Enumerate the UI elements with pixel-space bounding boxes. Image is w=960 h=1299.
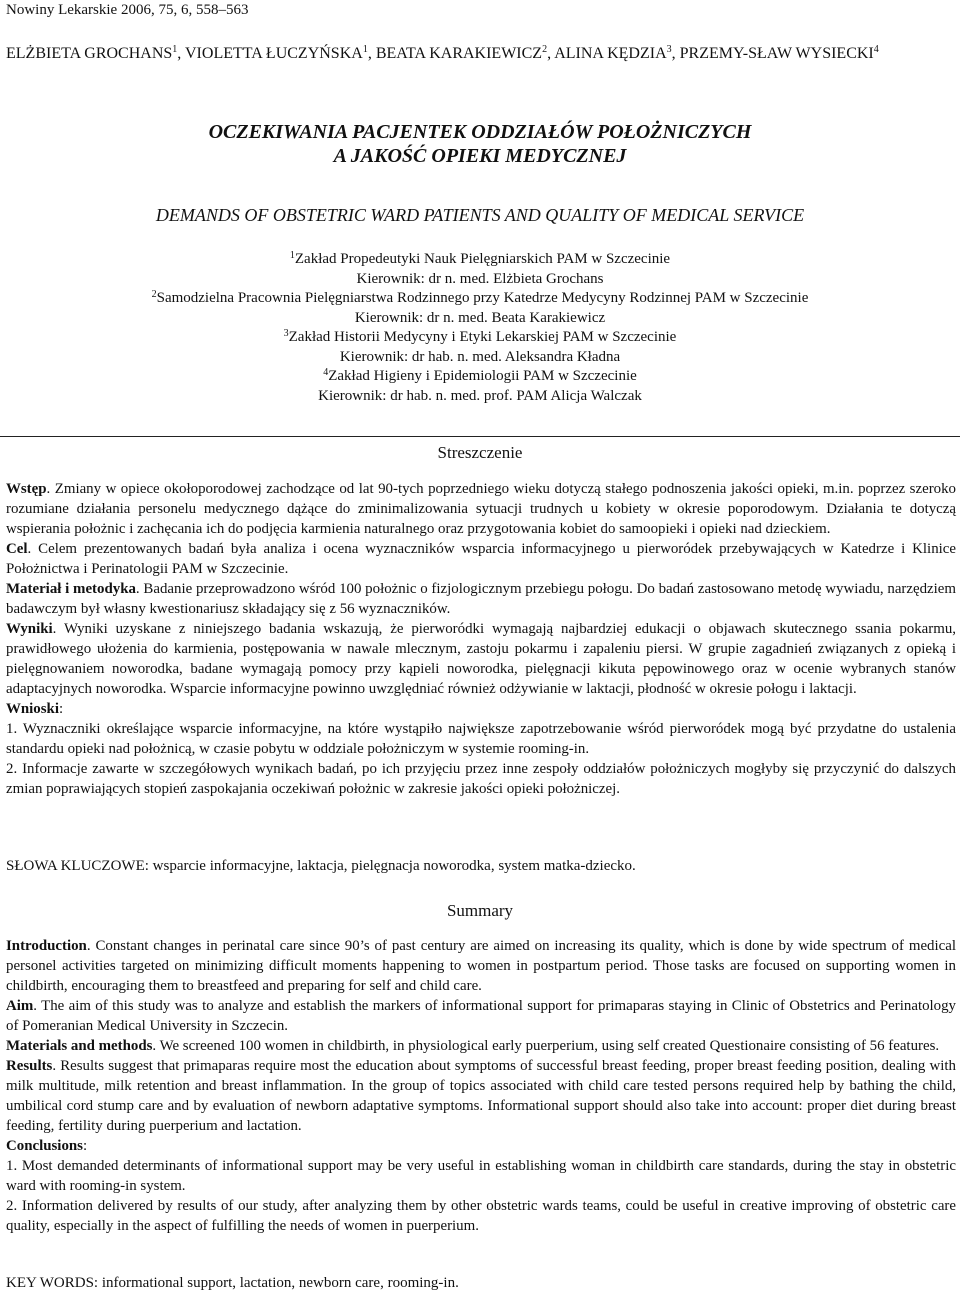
material-paragraph: Materiał i metodyka. Badanie przeprowadzono wśród 100 położnic o fizjologicznym przebiegu połogu. Do badań zastosowano metodę wywiadu, narzędziem badawczym był własny kwestionariusz składający się z 56 wyznaczników.	[6, 581, 956, 617]
affiliation-unit: $^2$Samodzielna Pracownia Pielęgniarstwa Rodzinnego przy Katedrze Medycyny Rodzinnej PAM w Szczecinie	[151, 289, 809, 306]
aim-paragraph: Aim. The aim of this study was to analyze and establish the markers of informational support for primaparas staying in Clinic of Obstetrics and Perinatology of Pomeranian Medical University in Szczecin.	[6, 998, 956, 1034]
affiliation-head: Kierownik: dr hab. n. med. prof. PAM Alicja Walczak	[318, 387, 642, 404]
title-line-1: OCZEKIWANIA PACJENTEK ODDZIAŁÓW POŁOŻNICZYCH	[208, 121, 752, 143]
affiliation-unit: $^1$Zakład Propedeutyki Nauk Pielęgniarskich PAM w Szczecinie	[289, 250, 671, 267]
summary-heading: Summary	[446, 901, 514, 920]
author: VIOLETTA ŁUCZYŃSKA$^1$,	[185, 44, 376, 62]
wstep-paragraph: Wstęp. Zmiany w opiece okołoporodowej zachodzące od lat 90-tych poprzedniego wieku dotyczą stałego podnoszenia jakości opieki, m.in. poprzez szeroko rozumiane działania personelu medycznego dążące do zminimalizowania sytuacji trudnych u kobiety w okresie poporodowym. Działania te dotyczą wspierania położnic i zachęcania ich do podjęcia karmienia naturalnego oraz przygotowania kobiet do samoopieki i opieki nad dzieckiem.	[6, 481, 956, 537]
conclusions-heading: Conclusions:	[6, 1138, 88, 1154]
wnioski-item-1: 1. Wyznaczniki określające wsparcie informacyjne, na które wystąpiło największe zapotrzebowanie wśród pierworódek mogą być przydatne do ustalenia standardu opieki nad położnicą, w czasie pobytu w oddziale położniczym w systemie rooming-in.	[6, 721, 956, 757]
affiliation-head: Kierownik: dr n. med. Beata Karakiewicz	[354, 309, 606, 326]
methods-paragraph: Materials and methods. We screened 100 women in childbirth, in physiological early puerperium, using self created Questionaire consisting of 56 features.	[6, 1038, 940, 1054]
cel-paragraph: Cel. Celem prezentowanych badań była analiza i ocena wyznaczników wsparcia informacyjnego u pierworódek przebywających w Katedrze i Klinice Położnictwa i Perinatologii PAM w Szczecinie.	[6, 541, 956, 577]
summary-body	[6, 936, 956, 1236]
journal-citation: Nowiny Lekarskie 2006, 75, 6, 558–563	[6, 2, 249, 18]
affiliations	[0, 250, 960, 406]
affiliation-head: Kierownik: dr hab. n. med. Aleksandra Kładna	[339, 348, 621, 365]
author: PRZEMY-SŁAW WYSIECKI$^4$	[679, 44, 879, 62]
conclusions-item-2: 2. Information delivered by results of our study, after analyzing them by other obstetric wards teams, could be useful in creative improving of obstetric care quality, especially in the aspect of fulfilling the needs of women in puerperium.	[6, 1198, 956, 1234]
affiliation-unit: $^4$Zakład Higieny i Epidemiologii PAM w Szczecinie	[323, 367, 637, 384]
author: BEATA KARAKIEWICZ$^2$,	[375, 44, 555, 62]
section-divider	[0, 436, 960, 437]
streszczenie-heading: Streszczenie	[437, 443, 523, 462]
wyniki-paragraph: Wyniki. Wyniki uzyskane z niniejszego badania wskazują, że pierworódki wymagają najbardziej edukacji o objawach skutecznego ssania pokarmu, prawidłowego ułożenia do karmienia, postępowania w nawale mlecznym, zastoju pokarmu i zapaleniu piersi. W grupie zagadnień związanych z opieką i pielęgnowaniem noworodka, badane wymagają pomocy przy kąpieli noworodka, pielęgnacji kikuta pępowinowego oraz w ocenie wybranych stanów adaptacyjnych noworodka. Wsparcie informacyjne powinno uwzględniać również odżywianie w laktacji, płodność w okresie połogu i laktacji.	[6, 621, 956, 697]
wnioski-item-2: 2. Informacje zawarte w szczegółowych wynikach badań, po ich przyjęciu przez inne zespoły oddziałów położniczych mogłyby się przyczynić do dalszych zmian poprawiających stopień zaspokajania oczekiwań położnic w zakresie jakości opieki położniczej.	[6, 761, 956, 797]
introduction-paragraph: Introduction. Constant changes in perinatal care since 90’s of past century are aimed on increasing its quality, which is done by wide spectrum of medical personel activities targeted on minimizing difficult moments happening to women in postpartum period. Those tasks are focused on supporting women in childbirth, encouraging them to breastfeed and preparing for self and child care.	[6, 938, 956, 994]
author-list	[6, 42, 940, 66]
conclusions-item-1: 1. Most demanded determinants of informational support may be very useful in establishing woman in childbirth care standards, during the stay in obstetric ward with rooming-in system.	[6, 1158, 956, 1194]
streszczenie-body	[6, 479, 956, 799]
results-paragraph: Results. Results suggest that primaparas require most the education about symptoms of successful breast feeding, proper breast feeding position, dealing with milk multitude, milk retention and breast inflammation. In the group of topics associated with child care tested persons required help by bathing the child, umbilical cord stump care and by evaluation of newborn adaptative symptoms. Informational support should also take into account: proper diet during breast feeding, fertility during puerperium and lactation.	[6, 1058, 956, 1134]
keywords-pl: SŁOWA KLUCZOWE: wsparcie informacyjne, laktacja, pielęgnacja noworodka, system matka-dziecko.	[6, 858, 636, 874]
author: ELŻBIETA GROCHANS$^1$,	[6, 44, 185, 62]
keywords-en: KEY WORDS: informational support, lactation, newborn care, rooming-in.	[6, 1275, 459, 1291]
paper-title-en: DEMANDS OF OBSTETRIC WARD PATIENTS AND QUALITY OF MEDICAL SERVICE	[155, 205, 805, 225]
author: ALINA KĘDZIA$^3$,	[554, 44, 680, 62]
paper-title-pl	[0, 120, 960, 168]
title-line-2: A JAKOŚĆ OPIEKI MEDYCZNEJ	[333, 145, 627, 167]
affiliation-unit: $^3$Zakład Historii Medycyny i Etyki Lekarskiej PAM w Szczecinie	[283, 328, 677, 345]
wnioski-heading: Wnioski:	[6, 701, 64, 717]
affiliation-head: Kierownik: dr n. med. Elżbieta Grochans	[356, 270, 604, 287]
